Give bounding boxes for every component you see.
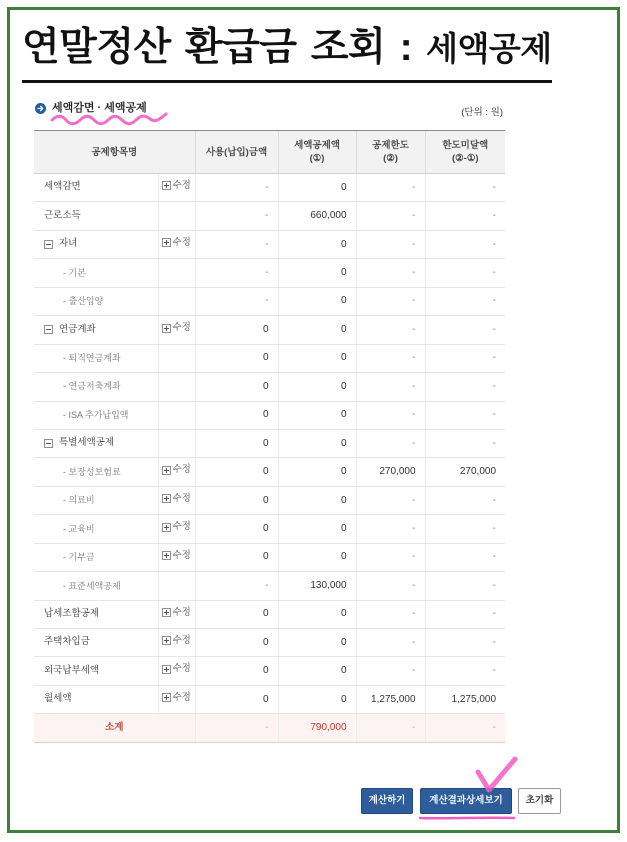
edit-cell: [158, 287, 195, 315]
deduction-cell: 0: [278, 373, 356, 401]
table-row: [34, 543, 505, 571]
sub-item-label: - 출산입양: [63, 296, 104, 307]
used-amount-cell: -: [195, 230, 278, 258]
edit-cell: [158, 629, 195, 657]
limit-cell: -: [356, 259, 425, 287]
edit-button[interactable]: [162, 493, 191, 505]
page-title-main: 연말정산 환급금 조회 :: [22, 26, 413, 69]
table-row: [34, 515, 505, 543]
header-item-name: 공제항목명: [34, 131, 195, 174]
edit-button[interactable]: [162, 635, 191, 647]
edit-button-label: 수정: [172, 322, 191, 334]
edit-cell: [158, 600, 195, 628]
shortfall-cell: -: [425, 429, 505, 457]
item-name-cell: [34, 515, 158, 543]
deduction-cell: 0: [278, 259, 356, 287]
edit-button[interactable]: [162, 521, 191, 533]
item-name-cell: [34, 259, 158, 287]
shortfall-cell: 270,000: [425, 458, 505, 486]
item-name-cell: [34, 685, 158, 713]
deduction-cell: 0: [278, 344, 356, 372]
used-amount-cell: -: [195, 202, 278, 230]
used-amount-cell: -: [195, 287, 278, 315]
used-amount-cell: 0: [195, 515, 278, 543]
subtotal-limit: -: [356, 714, 425, 742]
used-amount-cell: 0: [195, 629, 278, 657]
shortfall-cell: -: [425, 543, 505, 571]
edit-button[interactable]: [162, 607, 191, 619]
sub-item-label: - 연금저축계좌: [63, 381, 121, 392]
header-shortfall-note: (②-①): [452, 153, 479, 164]
item-name-cell: [34, 657, 158, 685]
table-row: [34, 401, 505, 429]
shortfall-cell: -: [425, 657, 505, 685]
shortfall-cell: -: [425, 259, 505, 287]
used-amount-cell: -: [195, 572, 278, 600]
deduction-cell: 0: [278, 230, 356, 258]
table-row: [34, 572, 505, 600]
table-row: [34, 629, 505, 657]
reset-button[interactable]: 초기화: [518, 788, 561, 814]
plus-box-icon: [162, 693, 171, 702]
used-amount-cell: 0: [195, 486, 278, 514]
limit-cell: -: [356, 429, 425, 457]
used-amount-cell: 0: [195, 429, 278, 457]
edit-cell: [158, 515, 195, 543]
used-amount-cell: 0: [195, 458, 278, 486]
plus-box-icon: [162, 324, 171, 333]
sub-item-label: - ISA 추가납입액: [63, 409, 129, 420]
sub-item-label: - 교육비: [63, 523, 95, 534]
subtotal-deduction: 790,000: [278, 714, 356, 742]
limit-cell: -: [356, 230, 425, 258]
limit-cell: -: [356, 373, 425, 401]
subtotal-shortfall: -: [425, 714, 505, 742]
limit-cell: -: [356, 657, 425, 685]
collapse-icon[interactable]: [44, 439, 53, 448]
shortfall-cell: -: [425, 230, 505, 258]
section-title: 세액감면 · 세액공제: [52, 102, 147, 114]
header-shortfall-label: 한도미달액: [442, 140, 489, 151]
header-limit-note: (②): [383, 153, 398, 164]
edit-cell: [158, 202, 195, 230]
item-name-cell: [34, 572, 158, 600]
used-amount-cell: 0: [195, 316, 278, 344]
deduction-cell: 0: [278, 429, 356, 457]
highlight-squiggle: [48, 110, 170, 126]
item-name-cell: [34, 401, 158, 429]
edit-button[interactable]: [162, 550, 191, 562]
table-row: [34, 287, 505, 315]
group-label: 연금계좌: [59, 323, 96, 335]
unit-label: (단위 : 원): [461, 107, 503, 118]
edit-button[interactable]: [162, 692, 191, 704]
edit-cell: [158, 685, 195, 713]
deduction-cell: 0: [278, 316, 356, 344]
edit-button-label: 수정: [172, 179, 191, 191]
highlight-underline: [418, 814, 516, 822]
item-label: 납세조합공제: [44, 607, 100, 619]
sub-item-label: - 퇴직연금계좌: [63, 353, 121, 364]
edit-button[interactable]: [162, 180, 191, 192]
edit-button[interactable]: [162, 237, 191, 249]
edit-button-label: 수정: [172, 492, 191, 504]
shortfall-cell: -: [425, 174, 505, 202]
plus-box-icon: [162, 551, 171, 560]
edit-button[interactable]: [162, 464, 191, 476]
plus-box-icon: [162, 238, 171, 247]
table-header-row: [34, 131, 505, 174]
shortfall-cell: -: [425, 629, 505, 657]
limit-cell: -: [356, 316, 425, 344]
shortfall-cell: -: [425, 344, 505, 372]
header-deduction-note: (①): [309, 153, 325, 164]
deduction-cell: 0: [278, 486, 356, 514]
sub-item-label: - 기부금: [63, 552, 95, 563]
edit-cell: [158, 401, 195, 429]
shortfall-cell: -: [425, 600, 505, 628]
arrow-circle-icon: [35, 103, 46, 114]
edit-button-label: 수정: [172, 663, 191, 675]
used-amount-cell: 0: [195, 657, 278, 685]
deduction-cell: 0: [278, 174, 356, 202]
item-name-cell: [34, 316, 158, 344]
plus-box-icon: [162, 636, 171, 645]
edit-cell: [158, 174, 195, 202]
item-name-cell: [34, 344, 158, 372]
used-amount-cell: 0: [195, 373, 278, 401]
shortfall-cell: -: [425, 373, 505, 401]
used-amount-cell: -: [195, 259, 278, 287]
table-row: [34, 458, 505, 486]
subtotal-used-amount: -: [195, 714, 278, 742]
sub-item-label: - 표준세액공제: [63, 580, 121, 591]
item-name-cell: [34, 629, 158, 657]
edit-button[interactable]: [162, 663, 191, 675]
deduction-cell: 0: [278, 401, 356, 429]
deduction-cell: 0: [278, 287, 356, 315]
shortfall-cell: -: [425, 486, 505, 514]
deduction-cell: 0: [278, 458, 356, 486]
limit-cell: -: [356, 401, 425, 429]
edit-button-label: 수정: [172, 236, 191, 248]
sub-item-label: - 보장성보험료: [63, 466, 121, 477]
limit-cell: -: [356, 629, 425, 657]
edit-cell: [158, 344, 195, 372]
item-label: 외국납부세액: [44, 664, 100, 676]
used-amount-cell: 0: [195, 401, 278, 429]
edit-button-label: 수정: [172, 521, 191, 533]
sub-item-label: - 기본: [63, 267, 86, 278]
table-row: [34, 344, 505, 372]
table-row: [34, 316, 505, 344]
used-amount-cell: 0: [195, 685, 278, 713]
limit-cell: -: [356, 174, 425, 202]
limit-cell: -: [356, 543, 425, 571]
item-label: 근로소득: [44, 209, 81, 221]
used-amount-cell: -: [195, 174, 278, 202]
table-row: [34, 486, 505, 514]
table-row: [34, 174, 505, 202]
group-label: 자녀: [59, 238, 78, 250]
edit-button-label: 수정: [172, 634, 191, 646]
plus-box-icon: [162, 466, 171, 475]
calculate-button[interactable]: 계산하기: [361, 788, 413, 814]
shortfall-cell: -: [425, 401, 505, 429]
limit-cell: -: [356, 344, 425, 372]
deduction-cell: 0: [278, 657, 356, 685]
table-row: [34, 373, 505, 401]
deduction-cell: 0: [278, 629, 356, 657]
tax-credit-table: [34, 130, 505, 743]
edit-cell: [158, 572, 195, 600]
page-title-sub: 세액공제: [426, 30, 552, 67]
edit-button-label: 수정: [172, 549, 191, 561]
item-name-cell: [34, 373, 158, 401]
subtotal-label: 소계: [34, 714, 195, 742]
item-name-cell: [34, 600, 158, 628]
item-name-cell: [34, 543, 158, 571]
limit-cell: -: [356, 515, 425, 543]
deduction-cell: 660,000: [278, 202, 356, 230]
highlight-checkmark: [472, 754, 520, 796]
shortfall-cell: -: [425, 287, 505, 315]
item-name-cell: [34, 287, 158, 315]
table-row: [34, 685, 505, 713]
limit-cell: 1,275,000: [356, 685, 425, 713]
item-name-cell: [34, 458, 158, 486]
page-title: [22, 24, 552, 83]
limit-cell: -: [356, 202, 425, 230]
shortfall-cell: -: [425, 572, 505, 600]
edit-button-label: 수정: [172, 691, 191, 703]
header-used-amount: 사용(납입)금액: [195, 131, 278, 174]
deduction-cell: 0: [278, 515, 356, 543]
shortfall-cell: -: [425, 202, 505, 230]
table-row: [34, 600, 505, 628]
table-row: [34, 429, 505, 457]
used-amount-cell: 0: [195, 344, 278, 372]
collapse-icon[interactable]: [44, 240, 53, 249]
header-shortfall: [425, 131, 505, 174]
subtotal-row: [34, 714, 505, 742]
plus-box-icon: [162, 181, 171, 190]
deduction-cell: 130,000: [278, 572, 356, 600]
edit-cell: [158, 259, 195, 287]
edit-cell: [158, 657, 195, 685]
table-row: [34, 202, 505, 230]
header-limit: [356, 131, 425, 174]
edit-button[interactable]: [162, 322, 191, 334]
header-deduction: [278, 131, 356, 174]
edit-cell: [158, 543, 195, 571]
edit-cell: [158, 429, 195, 457]
plus-box-icon: [162, 665, 171, 674]
collapse-icon[interactable]: [44, 325, 53, 334]
item-name-cell: [34, 429, 158, 457]
header-deduction-label: 세액공제액: [294, 140, 340, 151]
edit-cell: [158, 458, 195, 486]
deduction-cell: 0: [278, 543, 356, 571]
item-name-cell: [34, 202, 158, 230]
edit-cell: [158, 316, 195, 344]
used-amount-cell: 0: [195, 543, 278, 571]
table-row: [34, 230, 505, 258]
limit-cell: -: [356, 287, 425, 315]
item-name-cell: [34, 230, 158, 258]
used-amount-cell: 0: [195, 600, 278, 628]
edit-button-label: 수정: [172, 606, 191, 618]
edit-button-label: 수정: [172, 464, 191, 476]
item-label: 주택차입금: [44, 636, 90, 648]
group-label: 특별세액공제: [59, 437, 115, 449]
plus-box-icon: [162, 608, 171, 617]
item-name-cell: [34, 174, 158, 202]
limit-cell: -: [356, 600, 425, 628]
limit-cell: -: [356, 486, 425, 514]
header-limit-label: 공제한도: [372, 140, 409, 151]
edit-cell: [158, 230, 195, 258]
limit-cell: -: [356, 572, 425, 600]
plus-box-icon: [162, 494, 171, 503]
shortfall-cell: -: [425, 515, 505, 543]
plus-box-icon: [162, 523, 171, 532]
sub-item-label: - 의료비: [63, 495, 95, 506]
shortfall-cell: -: [425, 316, 505, 344]
deduction-cell: 0: [278, 600, 356, 628]
limit-cell: 270,000: [356, 458, 425, 486]
edit-cell: [158, 373, 195, 401]
edit-cell: [158, 486, 195, 514]
table-row: [34, 259, 505, 287]
deduction-cell: 0: [278, 685, 356, 713]
item-label: 월세액: [44, 693, 72, 705]
table-row: [34, 657, 505, 685]
item-name-cell: [34, 486, 158, 514]
view-details-button[interactable]: 계산결과상세보기: [420, 788, 512, 814]
item-label: 세액감면: [44, 181, 81, 193]
shortfall-cell: 1,275,000: [425, 685, 505, 713]
